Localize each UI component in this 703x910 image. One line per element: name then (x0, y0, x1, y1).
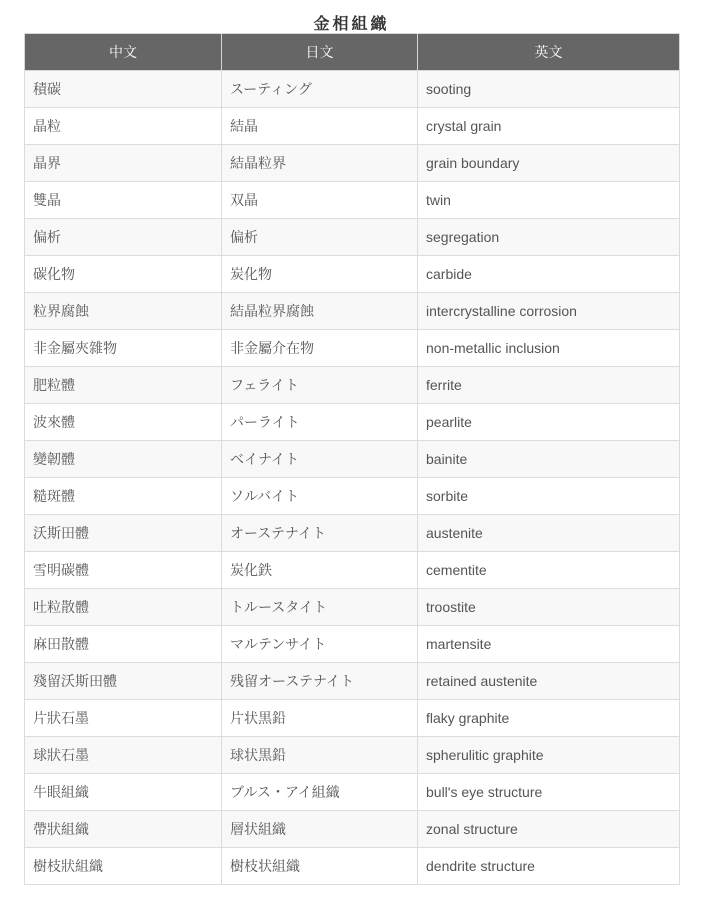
cell-english: bainite (418, 441, 680, 478)
table-row (25, 515, 680, 552)
cell-english: troostite (418, 589, 680, 626)
table-row (25, 848, 680, 885)
cell-english: non-metallic inclusion (418, 330, 680, 367)
column-header-japanese: 日文 (222, 34, 418, 71)
table-row (25, 182, 680, 219)
cell-chinese: 雪明碳體 (25, 552, 222, 589)
cell-english: crystal grain (418, 108, 680, 145)
cell-japanese: 炭化物 (222, 256, 418, 293)
cell-chinese: 碳化物 (25, 256, 222, 293)
cell-chinese: 球狀石墨 (25, 737, 222, 774)
cell-english: sorbite (418, 478, 680, 515)
cell-english: segregation (418, 219, 680, 256)
cell-chinese: 樹枝狀組織 (25, 848, 222, 885)
cell-english: sooting (418, 71, 680, 108)
table-row (25, 108, 680, 145)
cell-chinese: 糙斑體 (25, 478, 222, 515)
cell-chinese: 晶粒 (25, 108, 222, 145)
cell-chinese: 晶界 (25, 145, 222, 182)
table-row (25, 293, 680, 330)
cell-english: ferrite (418, 367, 680, 404)
cell-japanese: 結晶 (222, 108, 418, 145)
cell-chinese: 變韌體 (25, 441, 222, 478)
cell-japanese: 残留オーステナイト (222, 663, 418, 700)
cell-japanese: パーライト (222, 404, 418, 441)
column-header-english: 英文 (418, 34, 680, 71)
cell-japanese: 片状黒鉛 (222, 700, 418, 737)
cell-japanese: 炭化鉄 (222, 552, 418, 589)
cell-japanese: フェライト (222, 367, 418, 404)
cell-chinese: 帶狀組織 (25, 811, 222, 848)
table-row (25, 552, 680, 589)
cell-english: martensite (418, 626, 680, 663)
table-row (25, 737, 680, 774)
cell-chinese: 波來體 (25, 404, 222, 441)
cell-english: cementite (418, 552, 680, 589)
table-row (25, 71, 680, 108)
table-row (25, 589, 680, 626)
cell-chinese: 肥粒體 (25, 367, 222, 404)
cell-japanese: 球状黒鉛 (222, 737, 418, 774)
cell-japanese: オーステナイト (222, 515, 418, 552)
cell-chinese: 粒界腐蝕 (25, 293, 222, 330)
table-row (25, 441, 680, 478)
table-row (25, 145, 680, 182)
cell-chinese: 牛眼組織 (25, 774, 222, 811)
cell-chinese: 非金屬夾雜物 (25, 330, 222, 367)
cell-chinese: 吐粒散體 (25, 589, 222, 626)
page-title: 金相組織 (313, 14, 390, 33)
cell-english: carbide (418, 256, 680, 293)
cell-chinese: 殘留沃斯田體 (25, 663, 222, 700)
table-row (25, 367, 680, 404)
table-row (25, 663, 680, 700)
cell-japanese: スーティング (222, 71, 418, 108)
cell-english: retained austenite (418, 663, 680, 700)
cell-chinese: 偏析 (25, 219, 222, 256)
cell-japanese: トルースタイト (222, 589, 418, 626)
cell-english: grain boundary (418, 145, 680, 182)
cell-chinese: 麻田散體 (25, 626, 222, 663)
cell-chinese: 積碳 (25, 71, 222, 108)
cell-japanese: 結晶粒界 (222, 145, 418, 182)
table-row (25, 219, 680, 256)
cell-english: intercrystalline corrosion (418, 293, 680, 330)
table-row (25, 256, 680, 293)
cell-japanese: ソルバイト (222, 478, 418, 515)
cell-japanese: 樹枝状組織 (222, 848, 418, 885)
cell-english: dendrite structure (418, 848, 680, 885)
cell-english: spherulitic graphite (418, 737, 680, 774)
cell-japanese: 双晶 (222, 182, 418, 219)
table-row (25, 811, 680, 848)
table-row (25, 478, 680, 515)
cell-japanese: 偏析 (222, 219, 418, 256)
cell-english: zonal structure (418, 811, 680, 848)
cell-japanese: ベイナイト (222, 441, 418, 478)
table-row (25, 700, 680, 737)
cell-english: pearlite (418, 404, 680, 441)
column-header-chinese: 中文 (25, 34, 222, 71)
cell-chinese: 片狀石墨 (25, 700, 222, 737)
table-row (25, 626, 680, 663)
cell-japanese: 層状組織 (222, 811, 418, 848)
table-row (25, 330, 680, 367)
cell-chinese: 沃斯田體 (25, 515, 222, 552)
cell-english: bull's eye structure (418, 774, 680, 811)
cell-japanese: 結晶粒界腐蝕 (222, 293, 418, 330)
cell-japanese: マルテンサイト (222, 626, 418, 663)
table-row (25, 404, 680, 441)
cell-english: austenite (418, 515, 680, 552)
glossary-table (24, 33, 680, 885)
table-row (25, 774, 680, 811)
cell-english: twin (418, 182, 680, 219)
cell-japanese: 非金屬介在物 (222, 330, 418, 367)
table-header-row (25, 34, 680, 71)
cell-japanese: ブルス・アイ組織 (222, 774, 418, 811)
cell-chinese: 雙晶 (25, 182, 222, 219)
cell-english: flaky graphite (418, 700, 680, 737)
